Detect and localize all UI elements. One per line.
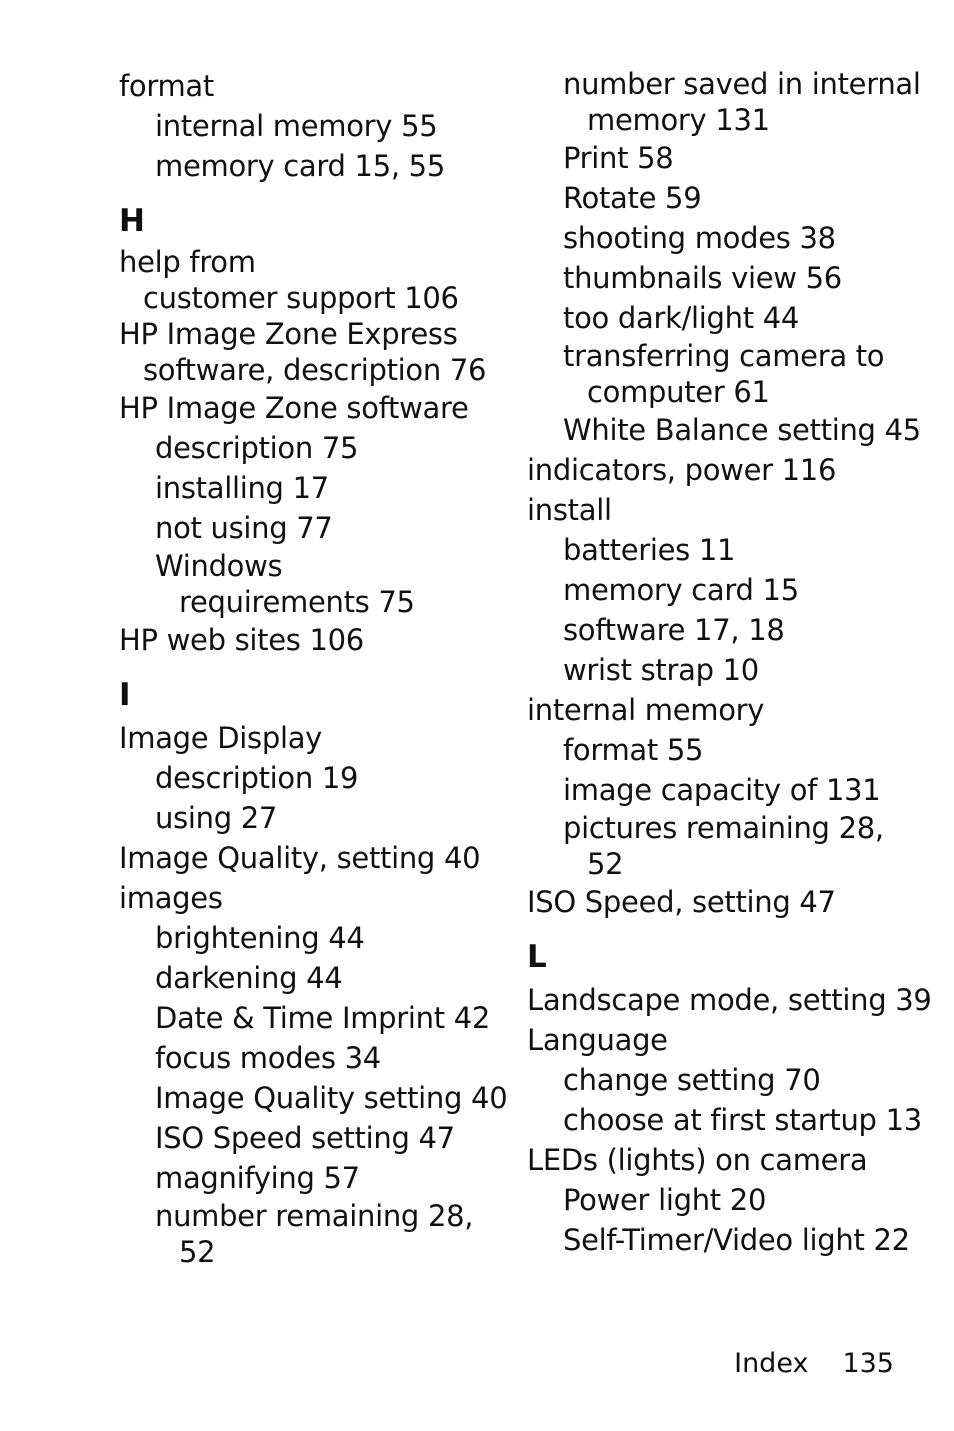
index-term: images [119, 881, 223, 915]
index-term: LEDs (lights) on camera [527, 1143, 868, 1177]
index-subterm: White Balance setting 45 [563, 413, 921, 447]
index-term: Image Quality, setting 40 [119, 841, 481, 875]
index-term-continuation: customer support 106 [143, 281, 459, 315]
index-term: Landscape mode, setting 39 [527, 983, 932, 1017]
index-subterm: ISO Speed setting 47 [155, 1121, 455, 1155]
index-term: install [527, 493, 612, 527]
section-letter-i: I [119, 677, 131, 713]
index-subterm-continuation: memory 131 [587, 103, 770, 137]
section-letter-h: H [119, 203, 145, 239]
index-subterm: internal memory 55 [155, 109, 438, 143]
index-subterm: pictures remaining 28, [563, 811, 884, 845]
index-subterm-continuation: 52 [179, 1235, 216, 1269]
index-subterm: change setting 70 [563, 1063, 821, 1097]
index-subterm: number saved in internal [563, 67, 921, 101]
index-term: HP Image Zone Express [119, 317, 458, 351]
index-column-left [119, 66, 508, 1270]
index-term: HP Image Zone software [119, 391, 469, 425]
index-subterm: thumbnails view 56 [563, 261, 842, 295]
footer-section-label: Index [734, 1348, 809, 1379]
index-term: ISO Speed, setting 47 [527, 885, 836, 919]
index-subterm: Windows [155, 549, 283, 583]
page-number: 135 [842, 1348, 894, 1379]
index-subterm: too dark/light 44 [563, 301, 800, 335]
index-subterm: using 27 [155, 801, 278, 835]
index-subterm: Image Quality setting 40 [155, 1081, 508, 1115]
index-subterm: not using 77 [155, 511, 333, 545]
index-subterm: Self-Timer/Video light 22 [563, 1223, 910, 1257]
index-term: Image Display [119, 721, 323, 755]
index-term: internal memory [527, 693, 765, 727]
index-subterm: description 19 [155, 761, 359, 795]
index-subterm: memory card 15, 55 [155, 149, 445, 183]
index-term: indicators, power 116 [527, 453, 837, 487]
index-term-continuation: software, description 76 [143, 353, 487, 387]
index-subterm-continuation: computer 61 [587, 375, 770, 409]
index-subterm: software 17, 18 [563, 613, 785, 647]
index-subterm: transferring camera to [563, 339, 885, 373]
index-column-right [527, 66, 932, 1260]
index-term: HP web sites 106 [119, 623, 364, 657]
index-subterm: Date & Time Imprint 42 [155, 1001, 491, 1035]
index-subterm: Power light 20 [563, 1183, 767, 1217]
index-subterm: number remaining 28, [155, 1199, 474, 1233]
index-subterm: batteries 11 [563, 533, 736, 567]
index-subterm: darkening 44 [155, 961, 343, 995]
index-subterm: Rotate 59 [563, 181, 702, 215]
index-term: format [119, 69, 214, 103]
index-subterm: description 75 [155, 431, 359, 465]
index-subterm: brightening 44 [155, 921, 365, 955]
index-subterm: focus modes 34 [155, 1041, 381, 1075]
index-subterm-continuation: 52 [587, 847, 624, 881]
page-footer [734, 1348, 894, 1379]
index-subterm: shooting modes 38 [563, 221, 836, 255]
index-subterm: installing 17 [155, 471, 329, 505]
index-subterm-continuation: requirements 75 [179, 585, 415, 619]
index-term: Language [527, 1023, 668, 1057]
index-subterm: format 55 [563, 733, 704, 767]
index-term: help from [119, 245, 256, 279]
index-subterm: wrist strap 10 [563, 653, 759, 687]
section-letter-l: L [527, 939, 547, 975]
index-subterm: image capacity of 131 [563, 773, 881, 807]
index-subterm: magnifying 57 [155, 1161, 360, 1195]
index-subterm: choose at first startup 13 [563, 1103, 922, 1137]
index-subterm: Print 58 [563, 141, 674, 175]
index-subterm: memory card 15 [563, 573, 799, 607]
